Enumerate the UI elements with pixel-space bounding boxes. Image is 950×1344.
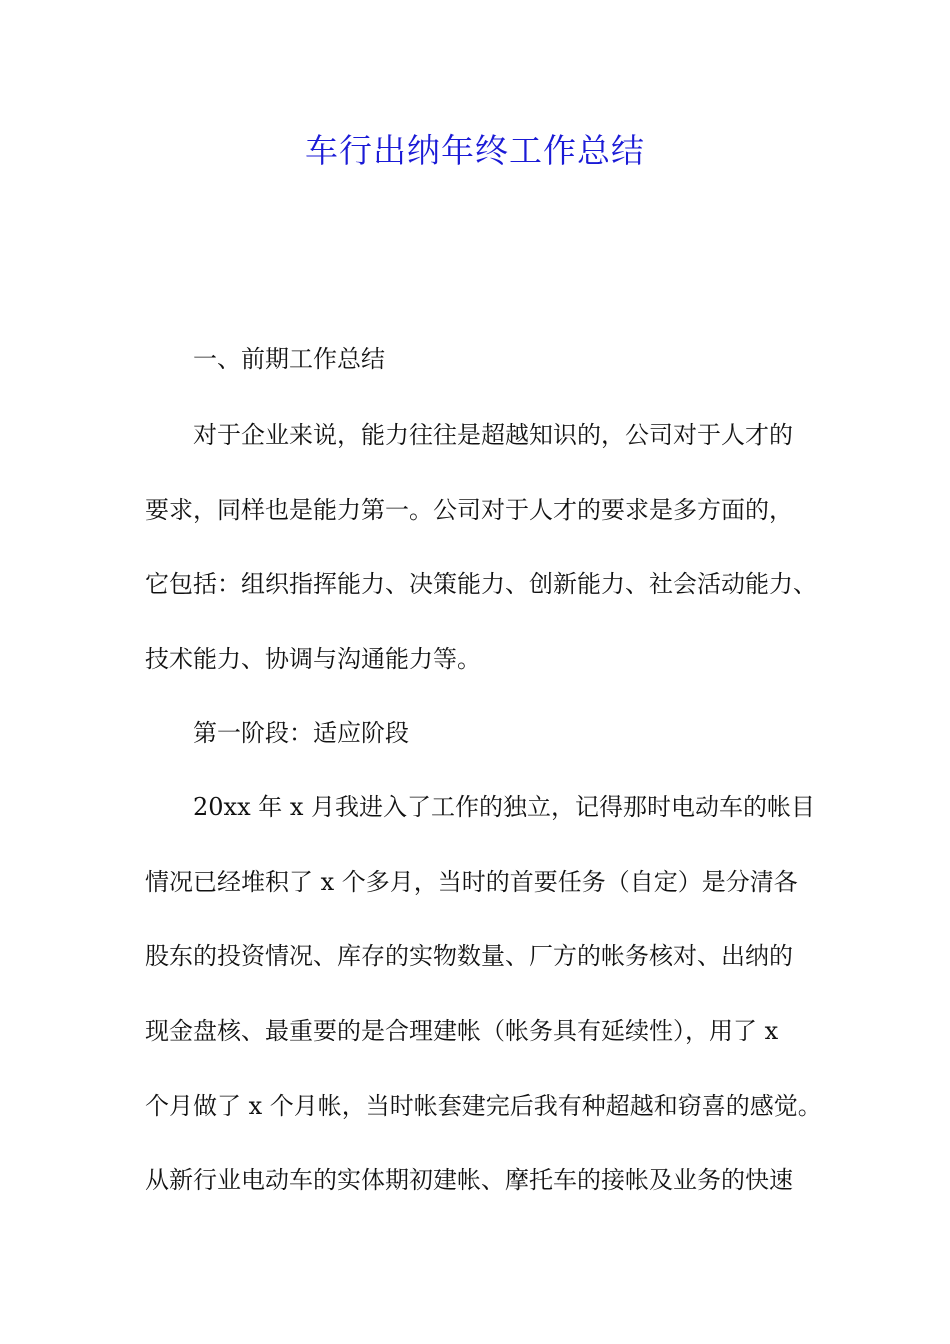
stage-heading-adaptation: 第一阶段：适应阶段: [193, 719, 409, 747]
document-title: 车行出纳年终工作总结: [305, 131, 645, 170]
paragraph-line: 对于企业来说，能力往往是超越知识的，公司对于人才的: [193, 421, 793, 449]
paragraph-line: 个月做了 x 个月帐，当时帐套建完后我有种超越和窃喜的感觉。: [145, 1092, 822, 1120]
paragraph-line: 要求，同样也是能力第一。公司对于人才的要求是多方面的，: [145, 496, 793, 524]
section-heading-previous-work: 一、前期工作总结: [193, 345, 385, 373]
paragraph-line: 20xx 年 x 月我进入了工作的独立，记得那时电动车的帐目: [193, 793, 816, 821]
paragraph-line: 从新行业电动车的实体期初建帐、摩托车的接帐及业务的快速: [145, 1166, 793, 1194]
paragraph-line: 技术能力、协调与沟通能力等。: [145, 645, 481, 673]
paragraph-line: 股东的投资情况、库存的实物数量、厂方的帐务核对、出纳的: [145, 942, 793, 970]
paragraph-line: 情况已经堆积了 x 个多月，当时的首要任务（自定）是分清各: [145, 868, 798, 896]
paragraph-line: 它包括：组织指挥能力、决策能力、创新能力、社会活动能力、: [145, 570, 817, 598]
paragraph-line: 现金盘核、最重要的是合理建帐（帐务具有延续性），用了 x: [145, 1017, 779, 1045]
